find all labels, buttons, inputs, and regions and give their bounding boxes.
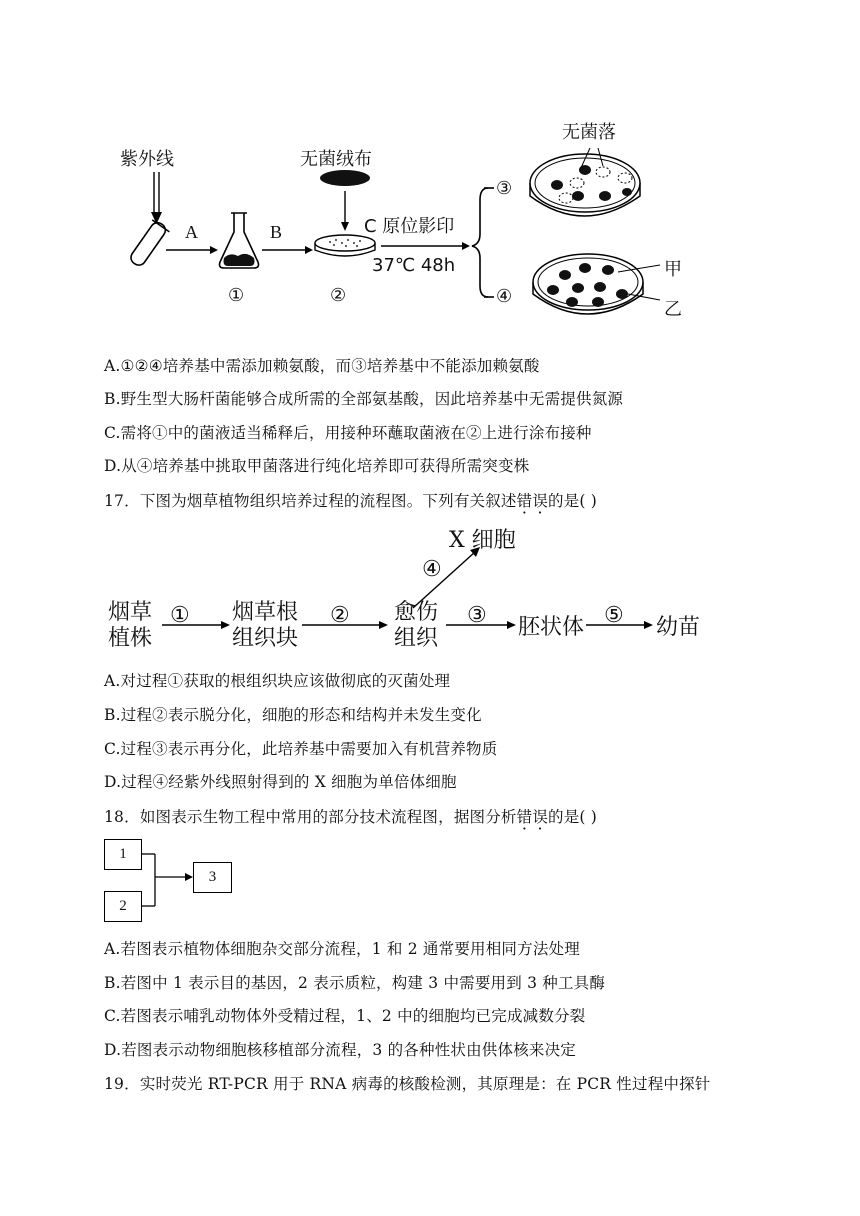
- velvet-pad: [320, 170, 370, 186]
- q18-option-a: A.若图表示植物体细胞杂交部分流程，1 和 2 通常要用相同方法处理: [104, 940, 580, 958]
- flask-icon: [220, 213, 259, 268]
- emphasis-char: 错: [516, 492, 533, 510]
- q16-option-c: C.需将①中的菌液适当稀释后，用接种环蘸取菌液在②上进行涂布接种: [104, 424, 592, 442]
- q16-option-b: B.野生型大肠杆菌能够合成所需的全部氨基酸，因此培养基中无需提供氮源: [104, 390, 624, 408]
- flow-callus: 愈伤 组织: [394, 600, 439, 651]
- petri-dish-4: [533, 254, 660, 314]
- emphasis-char: 错: [516, 808, 533, 826]
- emphasis-char: 误: [532, 808, 549, 826]
- q17-stem: 17．下图为烟草植物组织培养过程的流程图。下列有关叙述错误的是( ): [104, 492, 598, 510]
- flow-embryoid: 胚状体: [518, 615, 585, 640]
- box-3: 3: [193, 862, 232, 893]
- box-1: 1: [104, 839, 142, 870]
- flow-seedling: 幼苗: [656, 615, 701, 640]
- flow-step-2: ②: [330, 603, 350, 628]
- num-1: ①: [228, 285, 245, 306]
- q16-option-a: A.①②④培养基中需添加赖氨酸，而③培养基中不能添加赖氨酸: [104, 357, 540, 375]
- q17-option-c: C.过程③表示再分化，此培养基中需要加入有机营养物质: [104, 740, 498, 758]
- step-b-label: B: [270, 222, 283, 242]
- no-colony-label: 无菌落: [562, 122, 616, 143]
- jia-label: 甲: [664, 259, 682, 280]
- flow-step-4: ④: [422, 557, 442, 582]
- q18-stem: 18．如图表示生物工程中常用的部分技术流程图，据图分析错误的是( ): [104, 808, 598, 826]
- num-4: ④: [496, 286, 513, 307]
- flow-step-3: ③: [467, 603, 487, 628]
- step-a-label: A: [185, 222, 198, 242]
- flow-plant: 烟草 植株: [108, 600, 153, 651]
- box-2: 2: [104, 891, 142, 922]
- q17-option-d: D.过程④经紫外线照射得到的 X 细胞为单倍体细胞: [104, 773, 457, 791]
- q17-option-a: A.对过程①获取的根组织块应该做彻底的灭菌处理: [104, 672, 451, 690]
- flow-step-5: ⑤: [604, 603, 624, 628]
- step-c-label: C 原位影印: [364, 216, 455, 237]
- q19-stem: 19．实时荧光 RT-PCR 用于 RNA 病毒的核酸检测，其原理是：在 PCR 性过程中探针: [104, 1075, 711, 1093]
- emphasis-char: 误: [532, 492, 549, 510]
- uv-label: 紫外线: [120, 149, 174, 170]
- flow-step-1: ①: [170, 603, 190, 628]
- petri-dish-3: [530, 148, 640, 216]
- flow-x-cell: X 细胞: [449, 528, 516, 553]
- num-3: ③: [496, 178, 513, 199]
- q18-option-c: C.若图表示哺乳动物体外受精过程，1、2 中的细胞均已完成减数分裂: [104, 1007, 586, 1025]
- q18-option-b: B.若图中 1 表示目的基因，2 表示质粒，构建 3 中需要用到 3 种工具酶: [104, 974, 606, 992]
- petri-dish-icon: [315, 235, 375, 256]
- flow-root-tissue: 烟草根 组织块: [232, 600, 299, 651]
- conditions-label: 37℃ 48h: [372, 255, 456, 276]
- yi-label: 乙: [664, 299, 682, 320]
- q18-option-d: D.若图表示动物细胞核移植部分流程，3 的各种性状由供体核来决定: [104, 1041, 576, 1059]
- q16-option-d: D.从④培养基中挑取甲菌落进行纯化培养即可获得所需突变株: [104, 457, 530, 475]
- q17-option-b: B.过程②表示脱分化，细胞的形态和结构并未发生变化: [104, 706, 482, 724]
- num-2: ②: [330, 285, 347, 306]
- test-tube-icon: [126, 218, 171, 269]
- velvet-label: 无菌绒布: [300, 149, 372, 170]
- diagram-connectors: [0, 830, 260, 930]
